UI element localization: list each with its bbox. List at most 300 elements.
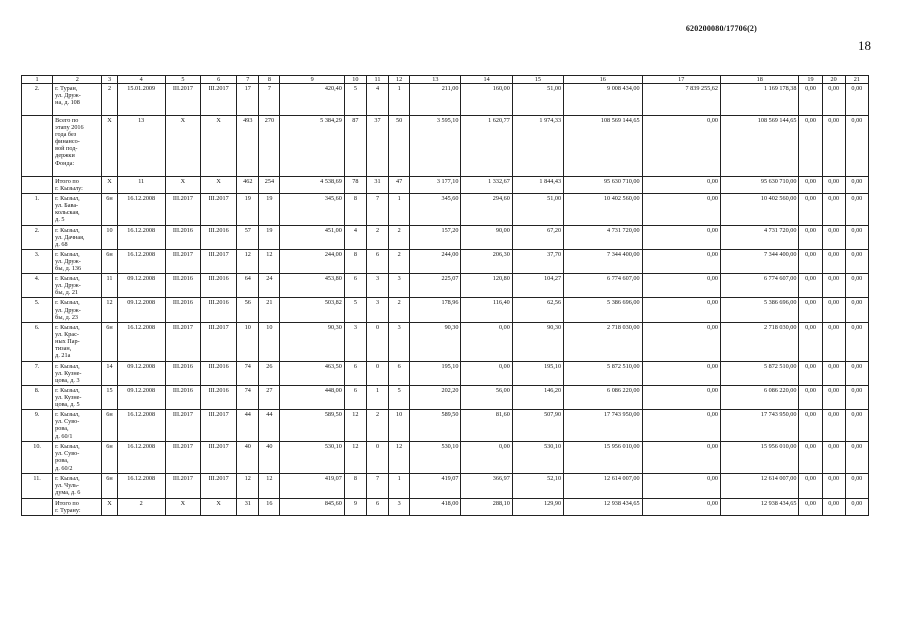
table-cell: 2 718 030,00 [564, 322, 642, 361]
table-cell: 5 [389, 385, 410, 409]
column-number-5: 5 [165, 76, 200, 84]
table-row [22, 385, 869, 409]
column-number-14: 14 [461, 76, 512, 84]
table-cell: 50 [389, 116, 410, 177]
table-cell: 0,00 [845, 194, 868, 225]
table-cell: X [201, 498, 237, 515]
table-cell: 17 [237, 84, 259, 116]
table-cell: III.2017 [165, 410, 200, 442]
table-cell: 0,00 [799, 194, 822, 225]
column-number-6: 6 [201, 76, 237, 84]
table-cell: 507,90 [512, 410, 563, 442]
table-row [22, 298, 869, 322]
table-cell: 10 402 560,00 [564, 194, 642, 225]
table-cell: 7 [366, 194, 388, 225]
table-cell: 24 [259, 274, 280, 298]
table-cell: 12 [344, 410, 366, 442]
table-cell: 0 [366, 442, 388, 474]
table-cell: 2 [117, 498, 165, 515]
table-cell: III.2016 [165, 274, 200, 298]
table-cell: III.2017 [165, 84, 200, 116]
table-cell: 0,00 [799, 498, 822, 515]
table-cell: 0,00 [845, 116, 868, 177]
table-cell: III.2017 [165, 249, 200, 273]
table-cell: III.2016 [201, 225, 237, 249]
column-number-7: 7 [237, 76, 259, 84]
table-cell: 95 630 710,00 [720, 177, 798, 194]
table-cell: 2 [366, 225, 388, 249]
table-cell: 1 [366, 385, 388, 409]
table-cell: 10 [237, 322, 259, 361]
table-cell: 463,50 [280, 361, 344, 385]
column-number-3: 3 [102, 76, 117, 84]
table-cell: 0,00 [845, 249, 868, 273]
table-cell: Итого по г. Турану: [53, 498, 102, 515]
table-cell [22, 177, 53, 194]
table-cell: 108 569 144,65 [720, 116, 798, 177]
table-cell: 09.12.2008 [117, 298, 165, 322]
table-cell: 366,97 [461, 474, 512, 498]
table-cell: 12 [237, 474, 259, 498]
table-cell: 0,00 [642, 385, 720, 409]
table-cell: 104,27 [512, 274, 563, 298]
table-cell: 6н [102, 410, 117, 442]
table-cell: 11 [117, 177, 165, 194]
table-cell: 10 [259, 322, 280, 361]
table-cell: 0,00 [461, 361, 512, 385]
table-cell: 7 344 400,00 [564, 249, 642, 273]
table-cell: 51,00 [512, 84, 563, 116]
table-cell: 270 [259, 116, 280, 177]
table-cell: 254 [259, 177, 280, 194]
table-row [22, 498, 869, 515]
table-cell: 12 938 434,65 [720, 498, 798, 515]
table-cell: III.2016 [201, 361, 237, 385]
table-cell: 0,00 [822, 177, 845, 194]
table-cell: 288,10 [461, 498, 512, 515]
table-cell: 420,40 [280, 84, 344, 116]
table-cell: 09.12.2008 [117, 361, 165, 385]
table-cell: 40 [237, 442, 259, 474]
table-cell: 87 [344, 116, 366, 177]
table-cell: 0 [366, 361, 388, 385]
table-cell: г. Кызыл, ул. Друж- бы, д. 136 [53, 249, 102, 273]
table-cell: 0,00 [642, 498, 720, 515]
table-cell: 31 [237, 498, 259, 515]
table-cell: 6. [22, 322, 53, 361]
table-cell: 4 [344, 225, 366, 249]
table-cell: Всего по этапу 2016 года без финансо- вой под- держки Фонда: [53, 116, 102, 177]
table-body [22, 84, 869, 516]
table-cell: г. Кызыл, ул. Друж- бы, д. 23 [53, 298, 102, 322]
table-cell: 8 [344, 474, 366, 498]
table-cell: 0,00 [799, 274, 822, 298]
column-number-21: 21 [845, 76, 868, 84]
document-id: 620200080/17706(2) [685, 24, 757, 33]
table-cell: 845,60 [280, 498, 344, 515]
table-row [22, 361, 869, 385]
table-cell: 1 620,77 [461, 116, 512, 177]
table-cell: 2 [389, 225, 410, 249]
table-cell: 0,00 [845, 442, 868, 474]
table-cell: 0,00 [822, 442, 845, 474]
table-cell: 78 [344, 177, 366, 194]
table-cell: 589,50 [410, 410, 461, 442]
table-cell: III.2017 [201, 194, 237, 225]
table-cell: 462 [237, 177, 259, 194]
table-cell: 3 595,10 [410, 116, 461, 177]
table-cell: 211,00 [410, 84, 461, 116]
table-cell: 16.12.2008 [117, 322, 165, 361]
table-cell: 0,00 [642, 322, 720, 361]
table-cell: 16.12.2008 [117, 194, 165, 225]
table-cell: 195,10 [512, 361, 563, 385]
table-cell: III.2017 [201, 474, 237, 498]
table-cell: 0,00 [822, 298, 845, 322]
table-cell: г. Кызыл, ул. Крас- ных Пар- тизан, д. 21а [53, 322, 102, 361]
table-cell: г. Кызыл, ул. Бава- кольская, д. 5 [53, 194, 102, 225]
table-cell: 95 630 710,00 [564, 177, 642, 194]
table-cell: 1. [22, 194, 53, 225]
table-cell: 2 718 030,00 [720, 322, 798, 361]
table-cell: 1 [389, 194, 410, 225]
table-cell: 0,00 [845, 361, 868, 385]
table-cell: III.2017 [201, 442, 237, 474]
table-cell: 7 839 255,62 [642, 84, 720, 116]
table-cell: 0,00 [822, 498, 845, 515]
table-cell: 0,00 [822, 410, 845, 442]
table-cell: 530,10 [512, 442, 563, 474]
table-row [22, 225, 869, 249]
table-cell: 40 [259, 442, 280, 474]
table-cell: 4 731 720,00 [564, 225, 642, 249]
table-cell: 74 [237, 361, 259, 385]
table-cell: 0,00 [642, 474, 720, 498]
column-number-2: 2 [53, 76, 102, 84]
table-cell: 7. [22, 361, 53, 385]
table-cell: 0,00 [845, 498, 868, 515]
table-cell: 1 169 178,38 [720, 84, 798, 116]
table-cell: 52,10 [512, 474, 563, 498]
table-cell: 16.12.2008 [117, 249, 165, 273]
table-cell: III.2016 [201, 298, 237, 322]
table-cell: 206,30 [461, 249, 512, 273]
table-cell: 3 [366, 298, 388, 322]
table-cell: III.2017 [201, 322, 237, 361]
table-cell [22, 116, 53, 177]
table-cell: 0,00 [822, 474, 845, 498]
column-number-8: 8 [259, 76, 280, 84]
column-number-13: 13 [410, 76, 461, 84]
table-cell: 0,00 [845, 274, 868, 298]
table-cell: г. Кызыл, ул. Кузне- цова, д. 5 [53, 385, 102, 409]
table-cell: 0,00 [461, 322, 512, 361]
table-cell: III.2017 [165, 194, 200, 225]
table-cell: 120,80 [461, 274, 512, 298]
table-cell: 0,00 [642, 410, 720, 442]
table-cell: III.2016 [165, 225, 200, 249]
table-cell: 5 [344, 84, 366, 116]
table-cell: 3 [366, 274, 388, 298]
column-number-1: 1 [22, 76, 53, 84]
table-cell: 14 [102, 361, 117, 385]
table-cell: 146,20 [512, 385, 563, 409]
table-cell: 15 [102, 385, 117, 409]
table-cell: г. Кызыл, ул. Друж- бы, д. 21 [53, 274, 102, 298]
table-cell: 244,00 [410, 249, 461, 273]
table-cell: 0,00 [845, 298, 868, 322]
table-cell: 6 [344, 385, 366, 409]
table-cell: 589,50 [280, 410, 344, 442]
table-cell: г. Кызыл, ул. Кузне- цова, д. 3 [53, 361, 102, 385]
table-cell: 0,00 [799, 116, 822, 177]
table-cell: 0,00 [799, 410, 822, 442]
table-cell: 0,00 [822, 274, 845, 298]
table-cell: 0,00 [642, 225, 720, 249]
table-cell: 451,00 [280, 225, 344, 249]
table-cell: 1 974,33 [512, 116, 563, 177]
table-cell: 225,07 [410, 274, 461, 298]
table-cell: 16.12.2008 [117, 442, 165, 474]
table-cell: 37,70 [512, 249, 563, 273]
table-row [22, 177, 869, 194]
table-cell: 5 872 510,00 [564, 361, 642, 385]
column-number-15: 15 [512, 76, 563, 84]
table-cell: 0,00 [799, 361, 822, 385]
table-cell: 12 [237, 249, 259, 273]
table-cell: 530,10 [280, 442, 344, 474]
table-cell: 8. [22, 385, 53, 409]
table-cell: 81,60 [461, 410, 512, 442]
table-cell: X [102, 116, 117, 177]
table-cell: Итого по г. Кызылу: [53, 177, 102, 194]
table-row [22, 274, 869, 298]
table-cell: 21 [259, 298, 280, 322]
table-cell: 0,00 [845, 84, 868, 116]
table-cell: 6н [102, 474, 117, 498]
page-number: 18 [858, 38, 871, 53]
table-cell: 19 [237, 194, 259, 225]
table-cell: 7 [366, 474, 388, 498]
table-cell: 6н [102, 442, 117, 474]
column-number-12: 12 [389, 76, 410, 84]
table-cell: 0,00 [799, 249, 822, 273]
table-cell: 2 [102, 84, 117, 116]
table-cell: 0,00 [642, 361, 720, 385]
table-cell: 0,00 [822, 361, 845, 385]
table-cell: 64 [237, 274, 259, 298]
table-cell: 44 [237, 410, 259, 442]
table-cell: 12 [259, 249, 280, 273]
table-cell: 51,00 [512, 194, 563, 225]
table-cell: 6 086 220,00 [564, 385, 642, 409]
table-cell: 8 [344, 194, 366, 225]
table-cell: 129,90 [512, 498, 563, 515]
table-cell: 178,96 [410, 298, 461, 322]
table-cell: 6 [366, 498, 388, 515]
table-cell: 0,00 [845, 385, 868, 409]
table-cell: 2. [22, 84, 53, 116]
table-cell: 0,00 [642, 442, 720, 474]
table-cell: X [201, 177, 237, 194]
table-cell: III.2016 [201, 274, 237, 298]
column-number-19: 19 [799, 76, 822, 84]
data-table [21, 75, 869, 516]
table-cell: 44 [259, 410, 280, 442]
table-cell: 12 614 007,00 [564, 474, 642, 498]
table-cell: 0,00 [642, 249, 720, 273]
table-cell: 0,00 [799, 225, 822, 249]
table-cell: 6н [102, 322, 117, 361]
table-cell: 47 [389, 177, 410, 194]
table-cell: 9 008 434,00 [564, 84, 642, 116]
table-cell: 1 [389, 474, 410, 498]
table-row [22, 442, 869, 474]
table-cell: 1 844,43 [512, 177, 563, 194]
table-cell: III.2017 [201, 410, 237, 442]
table-cell: X [102, 498, 117, 515]
table-cell: 12 [102, 298, 117, 322]
table-cell: 0,00 [845, 225, 868, 249]
table-cell: 19 [259, 225, 280, 249]
table-cell: 2 [366, 410, 388, 442]
table-cell: 6 [344, 274, 366, 298]
table-cell: 12 [389, 442, 410, 474]
table-cell: 157,20 [410, 225, 461, 249]
table-cell: 12 [344, 442, 366, 474]
table-cell: 530,10 [410, 442, 461, 474]
table-cell: 74 [237, 385, 259, 409]
table-cell: 90,30 [512, 322, 563, 361]
table-cell: 56,00 [461, 385, 512, 409]
table-cell: 0 [366, 322, 388, 361]
table-cell: 0,00 [642, 177, 720, 194]
table-cell: 0,00 [642, 194, 720, 225]
table-cell: 3 [389, 274, 410, 298]
table-cell: 90,30 [280, 322, 344, 361]
table-cell: 90,00 [461, 225, 512, 249]
table-cell: 0,00 [822, 194, 845, 225]
table-cell: 15 956 010,00 [720, 442, 798, 474]
table-cell: X [165, 177, 200, 194]
table-cell: III.2017 [165, 322, 200, 361]
table-cell: 09.12.2008 [117, 274, 165, 298]
table-cell: 6 [389, 361, 410, 385]
table-cell: г. Кызыл, ул. Чуль- дума, д. 6 [53, 474, 102, 498]
table-cell: 13 [117, 116, 165, 177]
table-cell: 0,00 [845, 410, 868, 442]
table-cell: 15 956 010,00 [564, 442, 642, 474]
table-cell: 0,00 [642, 116, 720, 177]
table-cell: 6н [102, 249, 117, 273]
table-cell: 3. [22, 249, 53, 273]
table-cell: г. Туран, ул. Друж- на, д. 108 [53, 84, 102, 116]
table-cell: 12 614 007,00 [720, 474, 798, 498]
table-cell: X [165, 116, 200, 177]
table-cell: 0,00 [822, 84, 845, 116]
table-cell: 3 177,10 [410, 177, 461, 194]
table-cell: 5 386 696,00 [720, 298, 798, 322]
table-cell: 8 [344, 249, 366, 273]
table-cell: 5 [344, 298, 366, 322]
table-cell: III.2017 [201, 84, 237, 116]
column-number-16: 16 [564, 76, 642, 84]
table-cell: 0,00 [461, 442, 512, 474]
table-cell: 16 [259, 498, 280, 515]
table-cell: 10 [389, 410, 410, 442]
table-cell: 418,00 [410, 498, 461, 515]
table-cell: 57 [237, 225, 259, 249]
table-cell: 10 402 560,00 [720, 194, 798, 225]
table-cell [22, 498, 53, 515]
table-cell: 6н [102, 194, 117, 225]
table-cell: III.2017 [165, 442, 200, 474]
table-cell: 419,07 [280, 474, 344, 498]
table-cell: X [201, 116, 237, 177]
table-row [22, 322, 869, 361]
table-cell: 31 [366, 177, 388, 194]
table-cell: 6 774 607,00 [564, 274, 642, 298]
table-cell: 0,00 [845, 177, 868, 194]
table-cell: 10. [22, 442, 53, 474]
table-row [22, 410, 869, 442]
table-cell: 448,00 [280, 385, 344, 409]
table-cell: 2. [22, 225, 53, 249]
table-cell: 90,30 [410, 322, 461, 361]
table-cell: 11 [102, 274, 117, 298]
column-number-11: 11 [366, 76, 388, 84]
table-cell: 6 [344, 361, 366, 385]
table-cell: 160,00 [461, 84, 512, 116]
table-cell: 16.12.2008 [117, 474, 165, 498]
table-cell: 12 938 434,65 [564, 498, 642, 515]
table-cell: г. Кызыл, ул. Дачная, д. 68 [53, 225, 102, 249]
table-cell: 7 344 400,00 [720, 249, 798, 273]
table-row [22, 116, 869, 177]
table-cell: 5 872 510,00 [720, 361, 798, 385]
table-row [22, 84, 869, 116]
table-cell: 9. [22, 410, 53, 442]
table-cell: 5 386 696,00 [564, 298, 642, 322]
table-cell: 16.12.2008 [117, 410, 165, 442]
table-cell: 6 [366, 249, 388, 273]
table-cell: 5 384,29 [280, 116, 344, 177]
table-cell: 244,00 [280, 249, 344, 273]
table-cell: 9 [344, 498, 366, 515]
table-cell: 09.12.2008 [117, 385, 165, 409]
table-cell: 6 774 607,00 [720, 274, 798, 298]
table-cell: 67,20 [512, 225, 563, 249]
table-row [22, 474, 869, 498]
table-cell: 294,60 [461, 194, 512, 225]
table-cell: 345,60 [410, 194, 461, 225]
table-cell: III.2016 [165, 361, 200, 385]
table-cell: 26 [259, 361, 280, 385]
table-cell: 3 [389, 498, 410, 515]
table-cell: III.2016 [165, 298, 200, 322]
table-cell: г. Кызыл, ул. Суво- рова, д. 60/1 [53, 410, 102, 442]
column-number-20: 20 [822, 76, 845, 84]
column-number-17: 17 [642, 76, 720, 84]
table-cell: X [165, 498, 200, 515]
table-cell: X [102, 177, 117, 194]
table-cell: 0,00 [799, 177, 822, 194]
table-cell: 6 086 220,00 [720, 385, 798, 409]
table-cell: 62,56 [512, 298, 563, 322]
table-cell: III.2016 [165, 385, 200, 409]
table-cell: 0,00 [799, 474, 822, 498]
table-cell: 4 538,69 [280, 177, 344, 194]
